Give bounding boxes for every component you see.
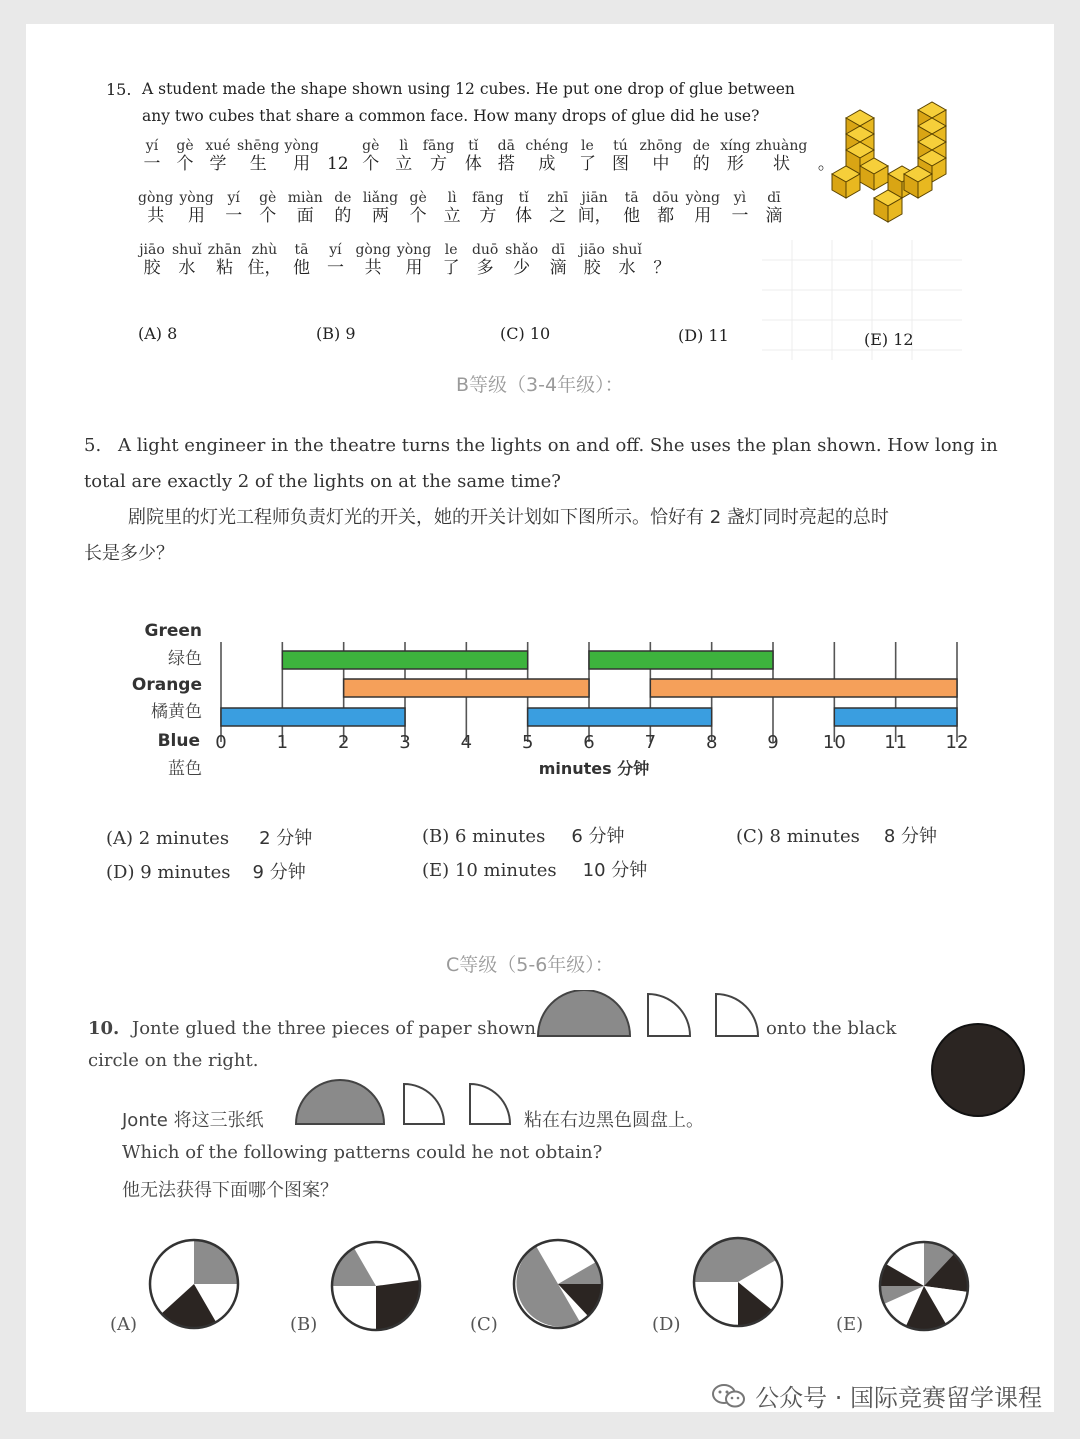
hanzi-char: 个 xyxy=(362,154,380,174)
pinyin-cell xyxy=(648,242,676,278)
pinyin-syllable: jiān xyxy=(581,190,608,206)
q10-pieces-row1 xyxy=(536,990,796,1040)
pinyin-syllable: tā xyxy=(294,242,309,258)
hanzi-char: 滴 xyxy=(765,206,783,226)
hanzi-char: 学 xyxy=(209,154,227,174)
quarter-circle-piece-icon xyxy=(470,1084,510,1124)
q15-number: 15. xyxy=(106,80,132,99)
pinyin-cell xyxy=(138,138,166,174)
chart-bar-orange xyxy=(344,679,589,697)
pinyin-cell xyxy=(720,138,750,174)
pinyin-cell xyxy=(254,190,282,226)
q15-text-line1: A student made the shape shown using 12 cubes. He put one drop of glue between xyxy=(142,80,795,98)
q10-option-d-pattern[interactable] xyxy=(690,1234,786,1330)
pinyin-cell xyxy=(686,190,720,226)
pinyin-cell xyxy=(171,138,199,174)
pinyin-syllable: lì xyxy=(447,190,457,206)
pinyin-cell xyxy=(544,190,572,226)
hanzi-char: 立 xyxy=(395,154,413,174)
pinyin-syllable: jiāo xyxy=(579,242,605,258)
pinyin-cell xyxy=(652,190,680,226)
pinyin-syllable: shuǐ xyxy=(172,242,202,258)
pinyin-cell xyxy=(687,138,715,174)
pinyin-syllable: miàn xyxy=(287,190,323,206)
pinyin-cell xyxy=(639,138,682,174)
q10-option-a-label[interactable]: (A) xyxy=(110,1314,138,1335)
hanzi-char: 用 xyxy=(694,206,712,226)
hanzi-char: 间， xyxy=(577,206,612,226)
hanzi-char: 12 xyxy=(326,154,349,174)
pinyin-syllable: yí xyxy=(227,190,240,206)
hanzi-char: 都 xyxy=(657,206,675,226)
q5-option-a[interactable]: (A) 2 minutes 2 分钟 xyxy=(106,828,313,849)
pinyin-syllable: gè xyxy=(362,138,380,154)
pinyin-syllable: gòng xyxy=(138,190,174,206)
chart-label-orange: Orange xyxy=(131,675,202,695)
hanzi-char: 体 xyxy=(515,206,533,226)
pinyin-syllable: dī xyxy=(551,242,565,258)
q10-option-a-pattern[interactable] xyxy=(146,1236,242,1332)
hanzi-char: 一 xyxy=(731,206,749,226)
chart-tick-label: 12 xyxy=(945,732,969,753)
chart-tick-label: 11 xyxy=(884,732,908,753)
pinyin-syllable: fāng xyxy=(472,190,504,206)
hanzi-char: ？ xyxy=(653,258,671,278)
chart-tick-label: 6 xyxy=(583,732,595,753)
pinyin-cell xyxy=(324,138,352,174)
pinyin-syllable: xué xyxy=(205,138,231,154)
pinyin-syllable: zhī xyxy=(547,190,569,206)
footer-text: 公众号 · 国际竞赛留学课程 xyxy=(755,1384,1042,1412)
pinyin-cell xyxy=(363,190,398,226)
black-circle-icon xyxy=(930,1022,1030,1122)
pinyin-syllable: tú xyxy=(613,138,628,154)
hanzi-char: 水 xyxy=(618,258,636,278)
hanzi-char: 。 xyxy=(817,154,835,174)
pinyin-syllable: yòng xyxy=(179,190,214,206)
hanzi-char: 一 xyxy=(143,154,161,174)
chart-bar-orange xyxy=(650,679,957,697)
pinyin-syllable: yí xyxy=(145,138,159,154)
pinyin-syllable: dā xyxy=(497,138,515,154)
chart-bar-blue xyxy=(221,708,405,726)
pinyin-syllable: zhù xyxy=(251,242,278,258)
pinyin-syllable: shuǐ xyxy=(612,242,642,258)
pinyin-cell xyxy=(459,138,487,174)
q15-option-e[interactable]: (E) 12 xyxy=(864,330,914,349)
quarter-circle-piece-icon xyxy=(716,994,758,1036)
pinyin-syllable: yí xyxy=(329,242,342,258)
semicircle-piece-icon xyxy=(296,1080,384,1124)
q10-text-c: circle on the right. xyxy=(88,1050,259,1071)
chart-tick-label: 5 xyxy=(521,732,534,753)
hanzi-char: 中 xyxy=(652,154,670,174)
hanzi-char: 生 xyxy=(249,154,267,174)
hanzi-char: 方 xyxy=(430,154,448,174)
pinyin-cell xyxy=(726,190,754,226)
hanzi-char: 面 xyxy=(296,206,314,226)
chart-tick-label: 2 xyxy=(337,732,350,753)
hanzi-char: 了 xyxy=(578,154,596,174)
chart-bar-green xyxy=(282,651,527,669)
q10-option-c-label[interactable]: (C) xyxy=(470,1314,498,1335)
pinyin-cell xyxy=(760,190,788,226)
pinyin-cell xyxy=(471,242,499,278)
hanzi-char: 形 xyxy=(726,154,744,174)
chart-label-blue-zh: 蓝色 xyxy=(168,759,202,779)
q10-ask-en: Which of the following patterns could he not obtain? xyxy=(122,1142,603,1163)
q10-number: 10. xyxy=(88,1018,120,1039)
pinyin-syllable: shēng xyxy=(237,138,280,154)
pinyin-syllable: dōu xyxy=(652,190,679,206)
pinyin-syllable: lì xyxy=(399,138,409,154)
pinyin-syllable: gè xyxy=(176,138,194,154)
hanzi-char: 体 xyxy=(464,154,482,174)
chart-bar-blue xyxy=(528,708,712,726)
cube-shape-figure xyxy=(812,96,972,236)
chart-tick-label: 8 xyxy=(705,732,718,753)
pinyin-cell xyxy=(578,242,606,278)
chart-x-axis-label: minutes 分钟 xyxy=(538,759,650,778)
q10-pieces-row2 xyxy=(292,1078,528,1128)
pinyin-cell xyxy=(179,190,213,226)
q15-option-a[interactable]: (A) 8 xyxy=(138,324,178,343)
pinyin-syllable: zhōng xyxy=(639,138,683,154)
pinyin-cell xyxy=(573,138,601,174)
hanzi-char: 个 xyxy=(176,154,194,174)
wechat-footer xyxy=(711,1378,1042,1413)
hanzi-char: 之 xyxy=(549,206,567,226)
pinyin-syllable: zhuàng xyxy=(755,138,808,154)
hanzi-char: 他 xyxy=(292,258,310,278)
q5-zh-line1: 剧院里的灯光工程师负责灯光的开关，她的开关计划如下图所示。恰好有 2 盏灯同时亮起的总时 xyxy=(128,507,889,528)
hanzi-char: 搭 xyxy=(497,154,515,174)
q10-option-e-label[interactable]: (E) xyxy=(836,1314,864,1335)
pinyin-cell xyxy=(284,138,318,174)
pinyin-syllable: tǐ xyxy=(468,138,479,154)
hanzi-char: 个 xyxy=(409,206,427,226)
q10-option-e-pattern[interactable] xyxy=(876,1238,972,1334)
q5-option-b[interactable]: (B) 6 minutes 6 分钟 xyxy=(422,826,625,847)
chart-tick-label: 9 xyxy=(767,732,779,753)
pinyin-syllable: tǐ xyxy=(518,190,529,206)
hanzi-char: 用 xyxy=(405,258,423,278)
q5-text-line2: total are exactly 2 of the lights on at the same time? xyxy=(84,471,561,492)
pinyin-syllable: yì xyxy=(733,190,747,206)
hanzi-char: 一 xyxy=(225,206,243,226)
hanzi-char: 滴 xyxy=(549,258,567,278)
pinyin-cell xyxy=(438,190,466,226)
hanzi-char: 的 xyxy=(692,154,710,174)
pinyin-syllable: le xyxy=(581,138,594,154)
hanzi-char: 图 xyxy=(611,154,629,174)
pinyin-cell xyxy=(612,242,642,278)
pinyin-cell xyxy=(287,242,315,278)
hanzi-char: 胶 xyxy=(143,258,161,278)
pinyin-cell xyxy=(437,242,465,278)
pinyin-syllable: liǎng xyxy=(362,190,399,206)
pinyin-syllable: jiāo xyxy=(139,242,165,258)
worksheet-page xyxy=(26,24,1054,1412)
pinyin-syllable: de xyxy=(334,190,352,206)
q15-option-b[interactable]: (B) 9 xyxy=(316,324,356,343)
pinyin-cell xyxy=(606,138,634,174)
pinyin-syllable: dī xyxy=(767,190,781,206)
hanzi-char: 用 xyxy=(188,206,206,226)
hanzi-char: 的 xyxy=(334,206,352,226)
chart-tick-label: 1 xyxy=(276,732,289,753)
pinyin-syllable: tā xyxy=(624,190,639,206)
grade-b-heading: B等级（3-4年级）： xyxy=(456,374,624,396)
pinyin-cell xyxy=(204,138,232,174)
chart-tick-label: 3 xyxy=(399,732,411,753)
hanzi-char: 两 xyxy=(371,206,389,226)
faint-grid-decoration xyxy=(762,240,962,360)
pinyin-syllable: gòng xyxy=(355,242,391,258)
quarter-circle-piece-icon xyxy=(648,994,690,1036)
pinyin-syllable xyxy=(336,138,340,154)
chart-label-orange-zh: 橘黄色 xyxy=(151,702,202,722)
q10-text-b: onto the black xyxy=(766,1018,897,1039)
pinyin-cell xyxy=(544,242,572,278)
q15-pinyin-row-1 xyxy=(138,138,840,174)
hanzi-char: 个 xyxy=(259,206,277,226)
hanzi-char: 成 xyxy=(538,154,556,174)
chart-bar-blue xyxy=(834,708,957,726)
hanzi-char: 立 xyxy=(443,206,461,226)
q10-text-a: Jonte glued the three pieces of paper shown xyxy=(132,1018,536,1039)
pinyin-cell xyxy=(505,242,538,278)
wechat-icon xyxy=(711,1382,747,1410)
q5-option-e[interactable]: (E) 10 minutes 10 分钟 xyxy=(422,860,648,881)
grade-c-heading: C等级（5-6年级）： xyxy=(446,954,614,976)
q5-number: 5. xyxy=(84,435,102,456)
pinyin-cell xyxy=(510,190,538,226)
pinyin-syllable: de xyxy=(692,138,710,154)
pinyin-syllable: yòng xyxy=(685,190,720,206)
hanzi-char: 水 xyxy=(178,258,196,278)
pinyin-cell xyxy=(423,138,455,174)
pinyin-syllable: fāng xyxy=(422,138,455,154)
hanzi-char: 方 xyxy=(479,206,497,226)
hanzi-char: 多 xyxy=(476,258,494,278)
q15-option-d[interactable]: (D) 11 xyxy=(678,326,729,345)
pinyin-cell xyxy=(237,138,279,174)
hanzi-char: 共 xyxy=(364,258,382,278)
hanzi-char: 共 xyxy=(147,206,165,226)
q5-zh-line2: 长是多少？ xyxy=(84,543,174,564)
q10-option-b-label[interactable]: (B) xyxy=(290,1314,318,1335)
hanzi-char: 住， xyxy=(247,258,282,278)
chart-label-green: Green xyxy=(144,621,202,641)
pinyin-cell xyxy=(172,242,202,278)
q10-zh-a: Jonte 将这三张纸 xyxy=(122,1110,264,1131)
pinyin-cell xyxy=(138,190,173,226)
pinyin-cell xyxy=(208,242,242,278)
pinyin-syllable xyxy=(660,242,664,258)
chart-label-blue: Blue xyxy=(157,731,200,751)
chart-tick-label: 4 xyxy=(460,732,473,753)
pinyin-cell xyxy=(355,242,390,278)
hanzi-char: 一 xyxy=(326,258,344,278)
pinyin-cell xyxy=(756,138,808,174)
pinyin-syllable: le xyxy=(444,242,458,258)
chart-bar-green xyxy=(589,651,773,669)
hanzi-char: 用 xyxy=(293,154,311,174)
pinyin-syllable: gè xyxy=(409,190,427,206)
pinyin-syllable: zhān xyxy=(207,242,242,258)
pinyin-cell xyxy=(390,138,418,174)
pinyin-cell xyxy=(329,190,357,226)
chart-tick-label: 10 xyxy=(822,732,846,753)
lights-schedule-chart xyxy=(26,604,1054,784)
q5-option-c[interactable]: (C) 8 minutes 8 分钟 xyxy=(736,826,938,847)
q5-option-d[interactable]: (D) 9 minutes 9 分钟 xyxy=(106,862,306,883)
q10-ask-zh: 他无法获得下面哪个图案？ xyxy=(122,1180,338,1201)
q10-option-b-pattern[interactable] xyxy=(328,1238,424,1334)
pinyin-cell xyxy=(288,190,323,226)
pinyin-cell xyxy=(138,242,166,278)
pinyin-cell xyxy=(578,190,612,226)
hanzi-char: 他 xyxy=(623,206,641,226)
q15-text-line2: any two cubes that share a common face. How many drops of glue did he use? xyxy=(142,107,760,125)
q15-option-c[interactable]: (C) 10 xyxy=(500,324,551,343)
q15-pinyin-row-3 xyxy=(138,242,676,278)
pinyin-syllable: yòng xyxy=(396,242,432,258)
chart-label-green-zh: 绿色 xyxy=(168,649,202,669)
hanzi-char: 粘 xyxy=(216,258,234,278)
pinyin-cell xyxy=(472,190,504,226)
chart-tick-label: 7 xyxy=(644,732,657,753)
pinyin-cell xyxy=(321,242,349,278)
semicircle-piece-icon xyxy=(538,990,630,1036)
hanzi-char: 少 xyxy=(513,258,531,278)
pinyin-syllable: shǎo xyxy=(505,242,539,258)
pinyin-cell xyxy=(618,190,646,226)
pinyin-syllable: chéng xyxy=(525,138,569,154)
chart-tick-label: 0 xyxy=(215,732,227,753)
pinyin-syllable: xíng xyxy=(720,138,751,154)
pinyin-cell xyxy=(525,138,568,174)
pinyin-cell xyxy=(247,242,281,278)
pinyin-cell xyxy=(357,138,385,174)
pinyin-cell xyxy=(397,242,431,278)
pinyin-syllable: duō xyxy=(471,242,499,258)
q10-option-d-label[interactable]: (D) xyxy=(652,1314,681,1335)
hanzi-char: 胶 xyxy=(583,258,601,278)
hanzi-char: 状 xyxy=(772,154,790,174)
pinyin-cell xyxy=(492,138,520,174)
quarter-circle-piece-icon xyxy=(404,1084,444,1124)
pinyin-cell xyxy=(404,190,432,226)
pinyin-syllable: yòng xyxy=(284,138,319,154)
q15-pinyin-row-2 xyxy=(138,190,788,226)
hanzi-char: 了 xyxy=(442,258,460,278)
pinyin-cell xyxy=(220,190,248,226)
q5-text-line1: A light engineer in the theatre turns the lights on and off. She uses the plan shown. How long in xyxy=(118,435,998,456)
q10-zh-b: 粘在右边黑色圆盘上。 xyxy=(524,1110,704,1131)
pinyin-syllable: gè xyxy=(259,190,277,206)
q10-option-c-pattern[interactable] xyxy=(510,1236,606,1332)
